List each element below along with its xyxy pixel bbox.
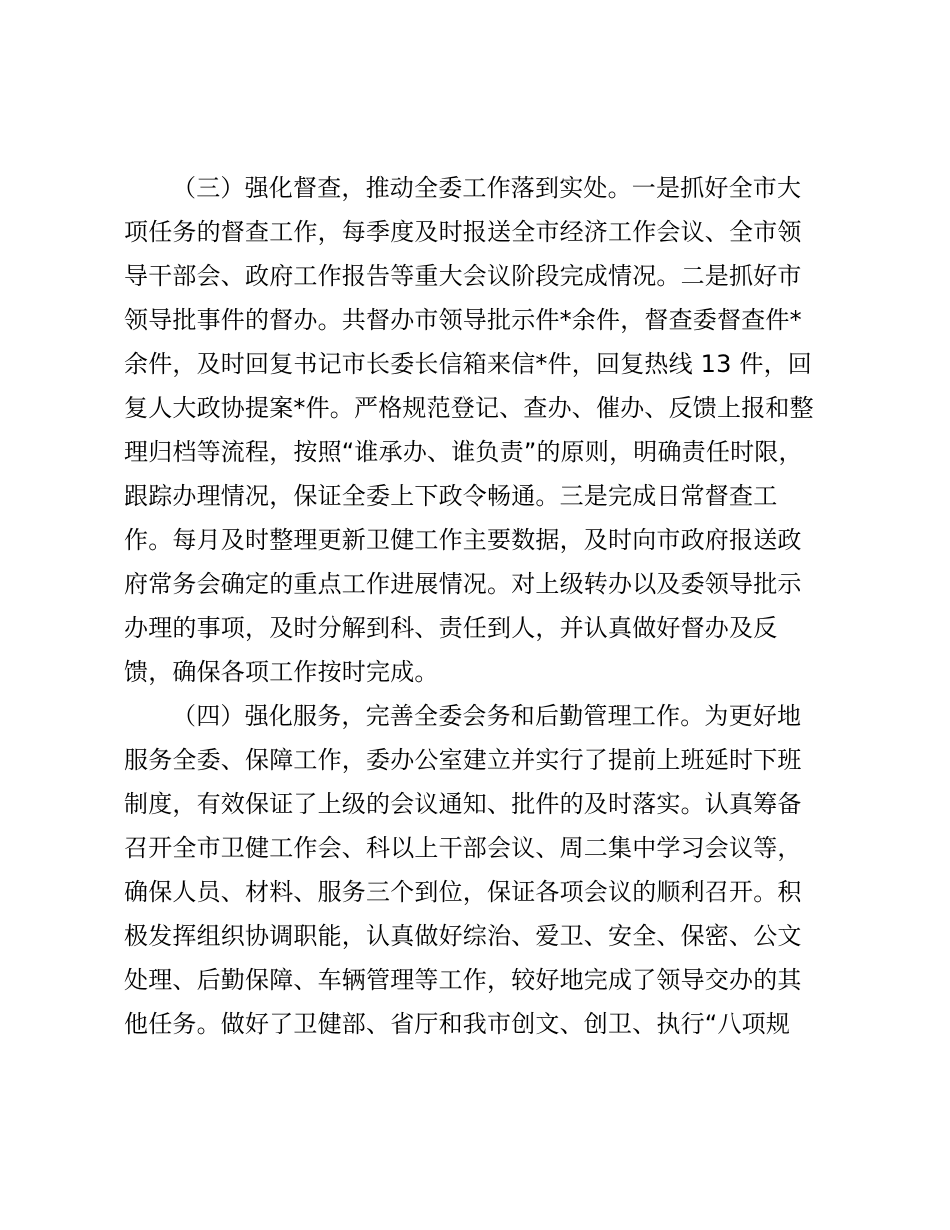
paragraph-4-line-3: 制度，有效保证了上级的会议通知、批件的及时落实。认真筹备: [124, 790, 802, 818]
paragraph-3-line-9: 作。每月及时整理更新卫健工作主要数据，及时向市政府报送政: [124, 526, 802, 554]
paragraph-3-line-7: 理归档等流程，按照“谁承办、谁负责”的原则，明确责任时限，: [124, 438, 803, 466]
paragraph-4-line-2: 服务全委、保障工作，委办公室建立并实行了提前上班延时下班: [124, 746, 802, 774]
paragraph-4-line-4: 召开全市卫健工作会、科以上干部会议、周二集中学习会议等，: [124, 834, 802, 862]
paragraph-4-line-8: 他任务。做好了卫健部、省厅和我市创文、创卫、执行“八项规: [124, 1010, 791, 1038]
paragraph-3-line-1: （三）强化督查，推动全委工作落到实处。一是抓好全市大: [172, 174, 802, 202]
paragraph-3-line-10: 府常务会确定的重点工作进展情况。对上级转办以及委领导批示: [124, 570, 802, 598]
paragraph-4-line-1: （四）强化服务，完善全委会务和后勤管理工作。为更好地: [172, 702, 802, 730]
paragraph-3-line-11: 办理的事项，及时分解到科、责任到人，并认真做好督办及反: [124, 614, 778, 642]
paragraph-3-line-8: 跟踪办理情况，保证全委上下政令畅通。三是完成日常督查工: [124, 482, 778, 510]
paragraph-4-line-7: 处理、后勤保障、车辆管理等工作，较好地完成了领导交办的其: [124, 966, 802, 994]
paragraph-3-line-5: 余件，及时回复书记市长委长信箱来信*件，回复热线 13 件，回: [124, 350, 812, 378]
paragraph-3-line-12: 馈，确保各项工作按时完成。: [124, 658, 439, 686]
paragraph-3-line-6: 复人大政协提案*件。严格规范登记、查办、催办、反馈上报和整: [124, 394, 814, 422]
paragraph-3-line-4: 领导批事件的督办。共督办市领导批示件*余件，督查委督查件*: [124, 306, 802, 334]
paragraph-3-line-2: 项任务的督查工作，每季度及时报送全市经济工作会议、全市领: [124, 218, 802, 246]
paragraph-4-line-5: 确保人员、材料、服务三个到位，保证各项会议的顺利召开。积: [124, 878, 802, 906]
paragraph-3-line-3: 导干部会、政府工作报告等重大会议阶段完成情况。二是抓好市: [124, 262, 802, 290]
paragraph-4-line-6: 极发挥组织协调职能，认真做好综治、爱卫、安全、保密、公文: [124, 922, 802, 950]
